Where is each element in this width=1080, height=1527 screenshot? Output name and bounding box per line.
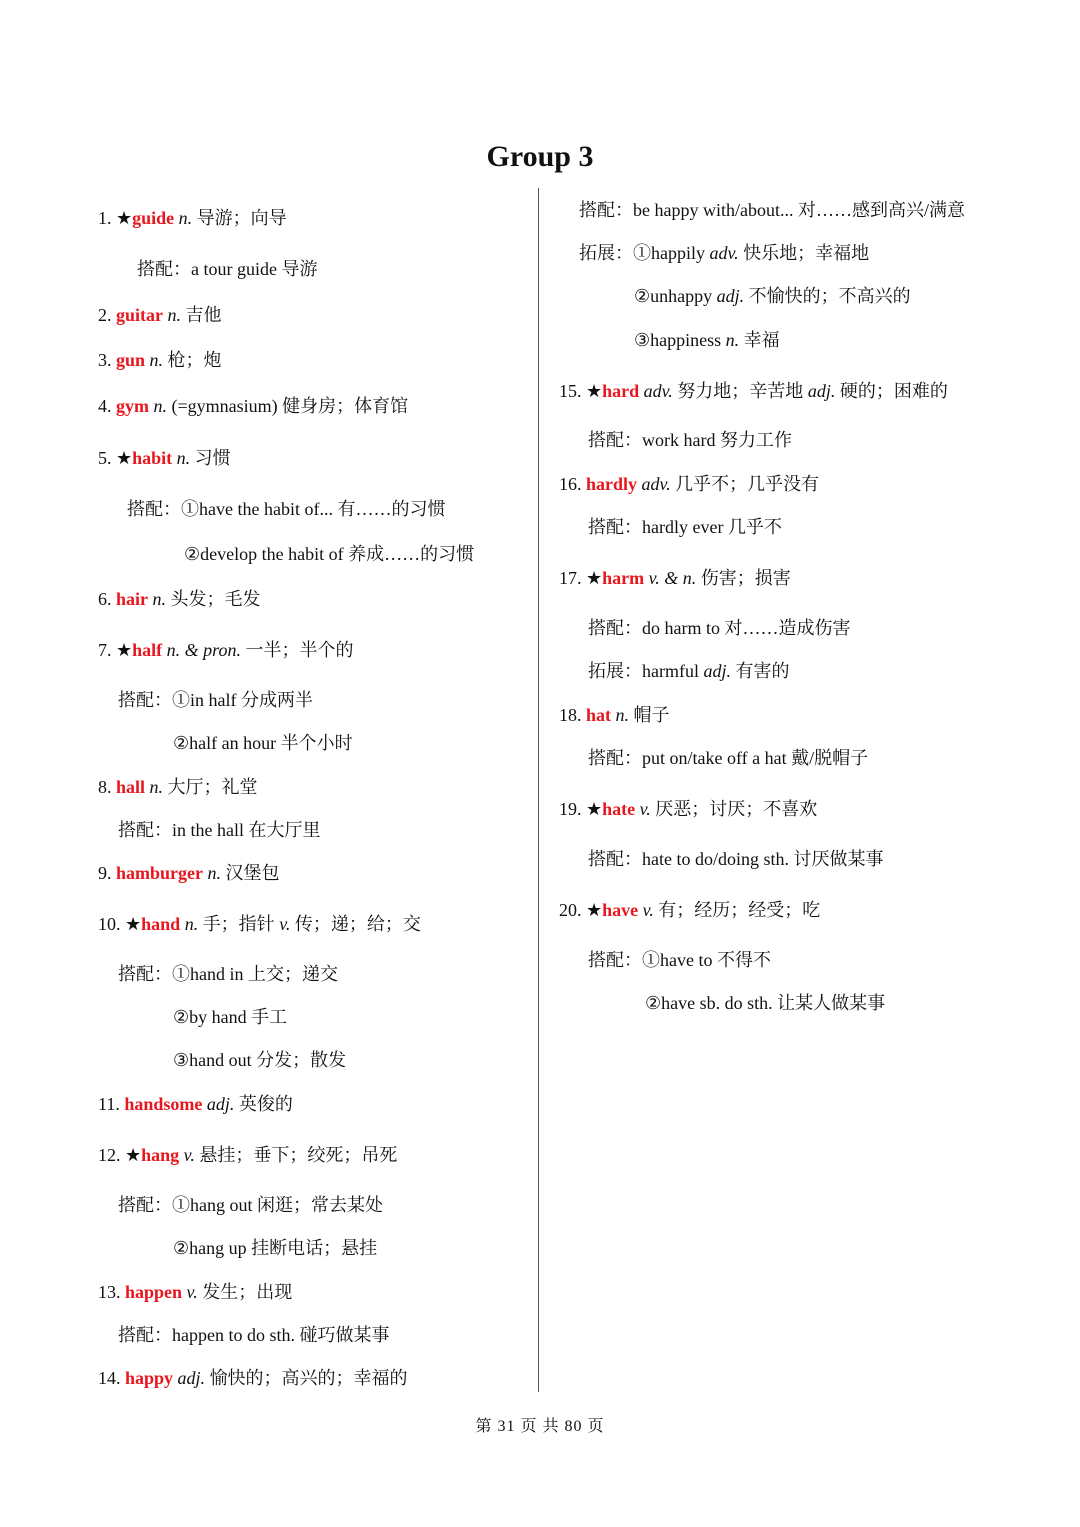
text-segment: 8. bbox=[98, 777, 116, 797]
text-segment: 几乎不；几乎没有 bbox=[670, 474, 820, 494]
left-vocab-line bbox=[118, 962, 338, 986]
left-vocab-line bbox=[98, 394, 408, 418]
left-vocab-line bbox=[118, 818, 320, 842]
right-vocab-line bbox=[588, 948, 771, 972]
left-vocab-line bbox=[98, 206, 287, 230]
text-segment: 10. bbox=[98, 914, 125, 934]
star-icon: ★ bbox=[586, 900, 603, 920]
text-segment: 搭配：a tour guide 导游 bbox=[137, 259, 318, 279]
right-vocab-line bbox=[588, 428, 792, 452]
left-vocab-line bbox=[98, 1280, 292, 1304]
left-vocab-line bbox=[98, 861, 280, 885]
part-of-speech: v. bbox=[186, 1282, 198, 1302]
right-vocab-line bbox=[579, 241, 869, 265]
star-icon: ★ bbox=[125, 1145, 142, 1165]
part-of-speech: v. bbox=[183, 1145, 195, 1165]
left-vocab-line bbox=[98, 638, 354, 662]
left-vocab-line bbox=[173, 1048, 346, 1072]
text-segment: 16. bbox=[559, 474, 586, 494]
text-segment: 不愉快的；不高兴的 bbox=[744, 286, 911, 306]
text-segment: 搭配：do harm to 对……造成伤害 bbox=[588, 618, 851, 638]
text-segment: 悬挂；垂下；绞死；吊死 bbox=[194, 1145, 398, 1165]
part-of-speech: n. bbox=[176, 448, 191, 468]
text-segment: ②hang up 挂断电话；悬挂 bbox=[173, 1238, 378, 1258]
text-segment: 汉堡包 bbox=[221, 863, 280, 883]
headword: have bbox=[602, 900, 639, 920]
text-segment: 有害的 bbox=[731, 661, 790, 681]
text-segment: 头发；毛发 bbox=[166, 589, 261, 609]
text-segment: ②develop the habit of 养成……的习惯 bbox=[184, 544, 475, 564]
part-of-speech: v. bbox=[642, 900, 654, 920]
text-segment: 搭配：①have the habit of... 有……的习惯 bbox=[127, 499, 446, 519]
headword: guitar bbox=[116, 305, 163, 325]
headword: hat bbox=[586, 705, 612, 725]
text-segment: 12. bbox=[98, 1145, 125, 1165]
part-of-speech: adv. bbox=[709, 243, 739, 263]
left-vocab-line bbox=[98, 912, 421, 936]
text-segment: 有；经历；经受；吃 bbox=[653, 900, 821, 920]
part-of-speech: v. bbox=[639, 799, 651, 819]
star-icon: ★ bbox=[116, 640, 133, 660]
part-of-speech: n. bbox=[167, 305, 181, 325]
headword: half bbox=[132, 640, 163, 660]
part-of-speech: adj. bbox=[703, 661, 731, 681]
part-of-speech: adj. bbox=[177, 1368, 206, 1388]
right-vocab-line bbox=[645, 991, 885, 1015]
star-icon: ★ bbox=[586, 568, 603, 588]
right-vocab-line bbox=[559, 379, 948, 403]
headword: guide bbox=[132, 208, 175, 228]
star-icon: ★ bbox=[125, 914, 142, 934]
right-vocab-line bbox=[588, 515, 782, 539]
text-segment: 13. bbox=[98, 1282, 125, 1302]
left-vocab-line bbox=[98, 1092, 293, 1116]
text-segment: 15. bbox=[559, 381, 586, 401]
headword: harm bbox=[602, 568, 645, 588]
text-segment: 快乐地；幸福地 bbox=[738, 243, 870, 263]
page-title: Group 3 bbox=[486, 140, 594, 173]
text-segment: 搭配：put on/take off a hat 戴/脱帽子 bbox=[588, 748, 869, 768]
text-segment: 搭配：①hand in 上交；递交 bbox=[118, 964, 338, 984]
right-vocab-line bbox=[559, 566, 791, 590]
text-segment: 枪；炮 bbox=[163, 350, 222, 370]
text-segment: 搭配：be happy with/about... 对……感到高兴/满意 bbox=[579, 200, 965, 220]
text-segment: 厌恶；讨厌；不喜欢 bbox=[650, 799, 818, 819]
part-of-speech: n. bbox=[184, 914, 199, 934]
text-segment: 努力地；辛苦地 bbox=[672, 381, 808, 401]
part-of-speech: adv. bbox=[641, 474, 671, 494]
left-vocab-line bbox=[98, 775, 258, 799]
text-segment: 搭配：①in half 分成两半 bbox=[118, 690, 313, 710]
text-segment: ②by hand 手工 bbox=[173, 1007, 288, 1027]
part-of-speech: v. & n. bbox=[648, 568, 697, 588]
text-segment: 导游；向导 bbox=[192, 208, 287, 228]
headword: handsome bbox=[124, 1094, 203, 1114]
headword: gun bbox=[116, 350, 146, 370]
text-segment: 5. bbox=[98, 448, 116, 468]
text-segment: ②half an hour 半个小时 bbox=[173, 733, 353, 753]
text-segment: 搭配：①have to 不得不 bbox=[588, 950, 771, 970]
part-of-speech: adj. bbox=[807, 381, 836, 401]
part-of-speech: n. bbox=[149, 777, 164, 797]
text-segment: 4. bbox=[98, 396, 116, 416]
text-segment: 9. bbox=[98, 863, 116, 883]
text-segment: 拓展：harmful bbox=[588, 661, 704, 681]
headword: hall bbox=[116, 777, 146, 797]
part-of-speech: v. bbox=[279, 914, 291, 934]
star-icon: ★ bbox=[586, 381, 603, 401]
right-vocab-line bbox=[559, 472, 819, 496]
right-vocab-line bbox=[588, 746, 868, 770]
headword: hard bbox=[602, 381, 640, 401]
text-segment: 14. bbox=[98, 1368, 125, 1388]
left-vocab-line bbox=[98, 348, 222, 372]
headword: hair bbox=[116, 589, 149, 609]
text-segment: 11. bbox=[98, 1094, 125, 1114]
text-segment: 吉他 bbox=[181, 305, 222, 325]
right-vocab-line bbox=[559, 898, 820, 922]
right-vocab-line bbox=[588, 659, 790, 683]
text-segment: 幸福 bbox=[739, 330, 780, 350]
left-vocab-line bbox=[98, 1143, 397, 1167]
left-vocab-line bbox=[118, 688, 313, 712]
text-segment: 传；递；给；交 bbox=[290, 914, 421, 934]
text-segment: 英俊的 bbox=[234, 1094, 293, 1114]
text-segment: 3. bbox=[98, 350, 116, 370]
text-segment: 帽子 bbox=[629, 705, 670, 725]
headword: happy bbox=[125, 1368, 174, 1388]
left-vocab-line bbox=[127, 497, 445, 521]
text-segment: 愉快的；高兴的；幸福的 bbox=[205, 1368, 408, 1388]
headword: hardly bbox=[586, 474, 638, 494]
text-segment: 19. bbox=[559, 799, 586, 819]
left-vocab-line bbox=[98, 446, 231, 470]
part-of-speech: n. bbox=[153, 396, 167, 416]
headword: happen bbox=[125, 1282, 183, 1302]
part-of-speech: n. & pron. bbox=[166, 640, 241, 660]
text-segment: 搭配：hate to do/doing sth. 讨厌做某事 bbox=[588, 849, 884, 869]
text-segment: 一半；半个的 bbox=[241, 640, 354, 660]
column-divider bbox=[538, 188, 539, 1392]
right-vocab-line bbox=[559, 703, 670, 727]
text-segment: ③hand out 分发；散发 bbox=[173, 1050, 347, 1070]
right-vocab-line bbox=[588, 847, 884, 871]
text-segment: 18. bbox=[559, 705, 586, 725]
text-segment: 硬的；困难的 bbox=[835, 381, 948, 401]
text-segment: 大厅；礼堂 bbox=[163, 777, 258, 797]
headword: hand bbox=[141, 914, 181, 934]
text-segment: 6. bbox=[98, 589, 116, 609]
text-segment: 20. bbox=[559, 900, 586, 920]
part-of-speech: n. bbox=[178, 208, 193, 228]
right-vocab-line bbox=[588, 616, 851, 640]
text-segment: 拓展：①happily bbox=[579, 243, 710, 263]
headword: hamburger bbox=[116, 863, 203, 883]
text-segment: 搭配：hardly ever 几乎不 bbox=[588, 517, 782, 537]
text-segment: ②unhappy bbox=[634, 286, 717, 306]
text-segment: ②have sb. do sth. 让某人做某事 bbox=[645, 993, 886, 1013]
part-of-speech: n. bbox=[152, 589, 167, 609]
left-vocab-line bbox=[173, 1005, 287, 1029]
part-of-speech: adv. bbox=[643, 381, 673, 401]
text-segment: 手；指针 bbox=[198, 914, 280, 934]
text-segment: 伤害；损害 bbox=[696, 568, 791, 588]
text-segment: (=gymnasium) 健身房；体育馆 bbox=[167, 396, 409, 416]
text-segment: 7. bbox=[98, 640, 116, 660]
left-vocab-line bbox=[118, 1323, 390, 1347]
right-vocab-line bbox=[634, 328, 780, 352]
headword: hate bbox=[602, 799, 636, 819]
text-segment: 2. bbox=[98, 305, 116, 325]
star-icon: ★ bbox=[116, 208, 133, 228]
star-icon: ★ bbox=[586, 799, 603, 819]
part-of-speech: n. bbox=[207, 863, 221, 883]
left-vocab-line bbox=[98, 303, 222, 327]
right-vocab-line bbox=[634, 284, 911, 308]
text-segment: 1. bbox=[98, 208, 116, 228]
text-segment: 搭配：happen to do sth. 碰巧做某事 bbox=[118, 1325, 390, 1345]
part-of-speech: n. bbox=[149, 350, 164, 370]
part-of-speech: adj. bbox=[716, 286, 745, 306]
text-segment: 习惯 bbox=[190, 448, 231, 468]
headword: habit bbox=[132, 448, 173, 468]
right-vocab-line bbox=[559, 797, 817, 821]
star-icon: ★ bbox=[116, 448, 133, 468]
part-of-speech: n. bbox=[615, 705, 630, 725]
left-vocab-line bbox=[98, 587, 261, 611]
headword: hang bbox=[141, 1145, 180, 1165]
left-vocab-line bbox=[137, 257, 317, 281]
page-footer: 第 31 页 共 80 页 bbox=[475, 1418, 605, 1435]
headword: gym bbox=[116, 396, 149, 416]
text-segment: 搭配：①hang out 闲逛；常去某处 bbox=[118, 1195, 383, 1215]
text-segment: 搭配：work hard 努力工作 bbox=[588, 430, 792, 450]
part-of-speech: n. bbox=[725, 330, 740, 350]
text-segment: 搭配：in the hall 在大厅里 bbox=[118, 820, 321, 840]
part-of-speech: adj. bbox=[206, 1094, 235, 1114]
text-segment: ③happiness bbox=[634, 330, 726, 350]
left-vocab-line bbox=[173, 1236, 377, 1260]
left-vocab-line bbox=[118, 1193, 383, 1217]
left-vocab-line bbox=[184, 542, 474, 566]
left-vocab-line bbox=[173, 731, 353, 755]
right-vocab-line bbox=[579, 198, 965, 222]
text-segment: 发生；出现 bbox=[197, 1282, 293, 1302]
text-segment: 17. bbox=[559, 568, 586, 588]
left-vocab-line bbox=[98, 1366, 408, 1390]
